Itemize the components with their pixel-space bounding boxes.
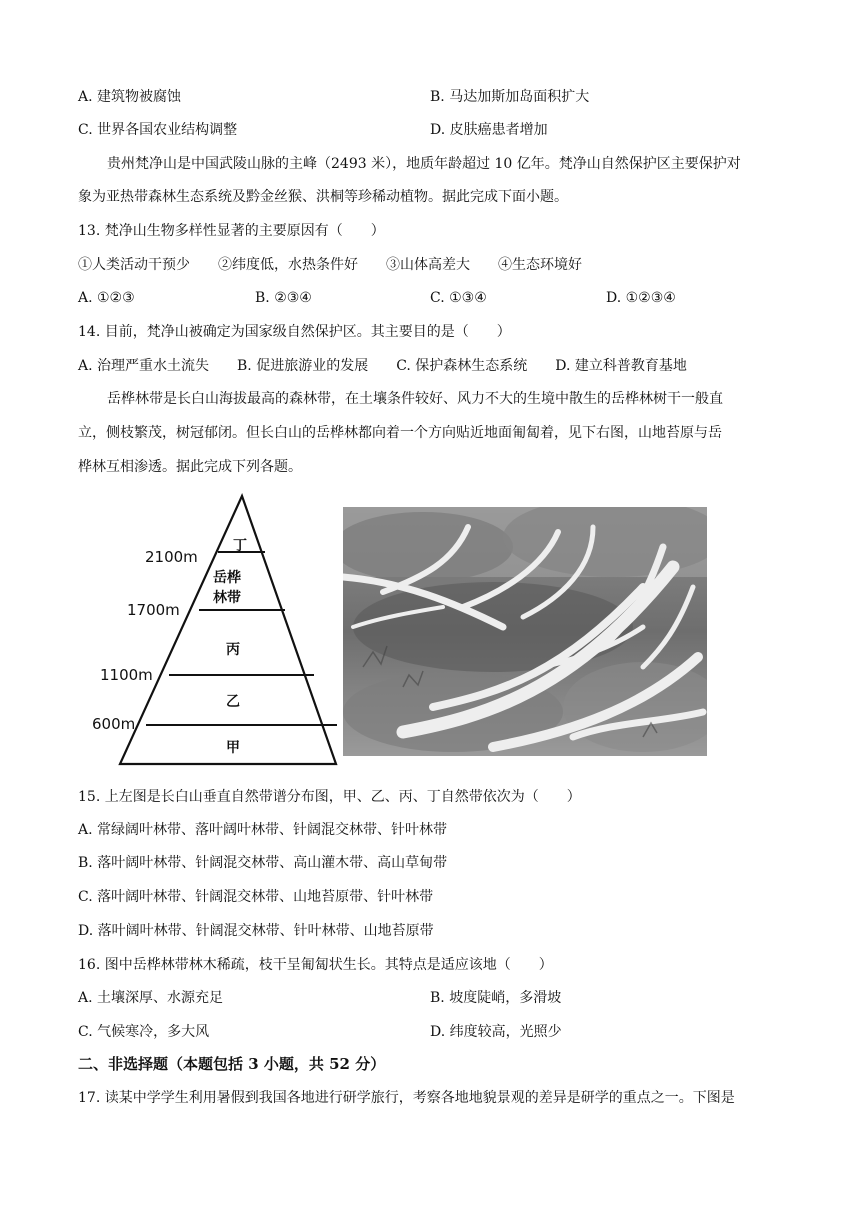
zone-jia: 甲 — [226, 740, 240, 756]
q16-option-b: B. 坡度陡峭，多滑坡 — [430, 990, 562, 1006]
q17-stem: 17. 读某中学学生利用暑假到我国各地进行研学旅行，考察各地地貌景观的差异是研学的重点之一。下图是 — [78, 1090, 735, 1106]
passage2-line3: 桦林互相渗透。据此完成下列各题。 — [78, 459, 302, 475]
altitude-1700: 1700m — [127, 601, 180, 619]
q13-option-b: B. ②③④ — [255, 290, 312, 306]
q15-stem: 15. 上左图是长白山垂直自然带谱分布图，甲、乙、丙、丁自然带依次为（ ） — [78, 789, 581, 805]
birch-forest-photo-drawing — [343, 507, 707, 756]
altitude-600: 600m — [92, 715, 136, 733]
zone-yi: 乙 — [226, 694, 240, 710]
q13-items: ①人类活动干预少 ②纬度低，水热条件好 ③山体高差大 ④生态环境好 — [78, 257, 582, 273]
passage1-line1: 贵州梵净山是中国武陵山脉的主峰（2493 米），地质年龄超过 10 亿年。梵净山自然保护区主要保护对 — [107, 156, 741, 172]
q16-option-c: C. 气候寒冷，多大风 — [78, 1024, 210, 1040]
section2-title: 二、非选择题（本题包括 3 小题，共 52 分） — [78, 1055, 386, 1073]
q15-option-c: C. 落叶阔叶林带、针阔混交林带、山地苔原带、针叶林带 — [78, 889, 434, 905]
vertical-zone-pyramid — [92, 492, 342, 768]
altitude-1100: 1100m — [100, 666, 153, 684]
q13-stem: 13. 梵净山生物多样性显著的主要原因有（ ） — [78, 223, 385, 239]
q12-option-c: C. 世界各国农业结构调整 — [78, 122, 238, 138]
passage2-line1: 岳桦林带是长白山海拔最高的森林带，在土壤条件较好、风力不大的生境中散生的岳桦林树干一般直 — [107, 391, 723, 407]
passage1-line2: 象为亚热带森林生态系统及黔金丝猴、洪桐等珍稀动植物。据此完成下面小题。 — [78, 189, 568, 205]
birch-forest-photo — [343, 507, 707, 756]
zone-bing: 丙 — [226, 642, 240, 658]
zone-ding: 丁 — [233, 538, 247, 554]
q12-option-b: B. 马达加斯加岛面积扩大 — [430, 89, 590, 105]
q16-option-a: A. 土壤深厚、水源充足 — [78, 990, 224, 1006]
q13-option-c: C. ①③④ — [430, 290, 487, 306]
pyramid-outline — [120, 496, 336, 764]
q13-option-a: A. ①②③ — [78, 290, 135, 306]
q15-option-b: B. 落叶阔叶林带、针阔混交林带、高山灌木带、高山草甸带 — [78, 855, 448, 871]
q12-option-a: A. 建筑物被腐蚀 — [78, 89, 182, 105]
q16-stem: 16. 图中岳桦林带林木稀疏，枝干呈匍匐状生长。其特点是适应该地（ ） — [78, 957, 553, 973]
q15-option-d: D. 落叶阔叶林带、针阔混交林带、针叶林带、山地苔原带 — [78, 923, 434, 939]
passage2-line2: 立，侧枝繁茂，树冠郁闭。但长白山的岳桦林都向着一个方向贴近地面匍匐着，见下右图，山地苔原与岳 — [78, 425, 722, 441]
altitude-2100: 2100m — [145, 548, 198, 566]
zone-yuehua-1: 岳桦 — [213, 570, 241, 586]
q12-option-d: D. 皮肤癌患者增加 — [430, 122, 548, 138]
q16-option-d: D. 纬度较高，光照少 — [430, 1024, 562, 1040]
q14-options: A. 治理严重水土流失 B. 促进旅游业的发展 C. 保护森林生态系统 D. 建立科普教育基地 — [78, 358, 687, 374]
zone-yuehua-2: 林带 — [213, 590, 241, 606]
q13-option-d: D. ①②③④ — [606, 290, 676, 306]
q14-stem: 14. 目前，梵净山被确定为国家级自然保护区。其主要目的是（ ） — [78, 324, 511, 340]
q15-option-a: A. 常绿阔叶林带、落叶阔叶林带、针阔混交林带、针叶林带 — [78, 822, 448, 838]
